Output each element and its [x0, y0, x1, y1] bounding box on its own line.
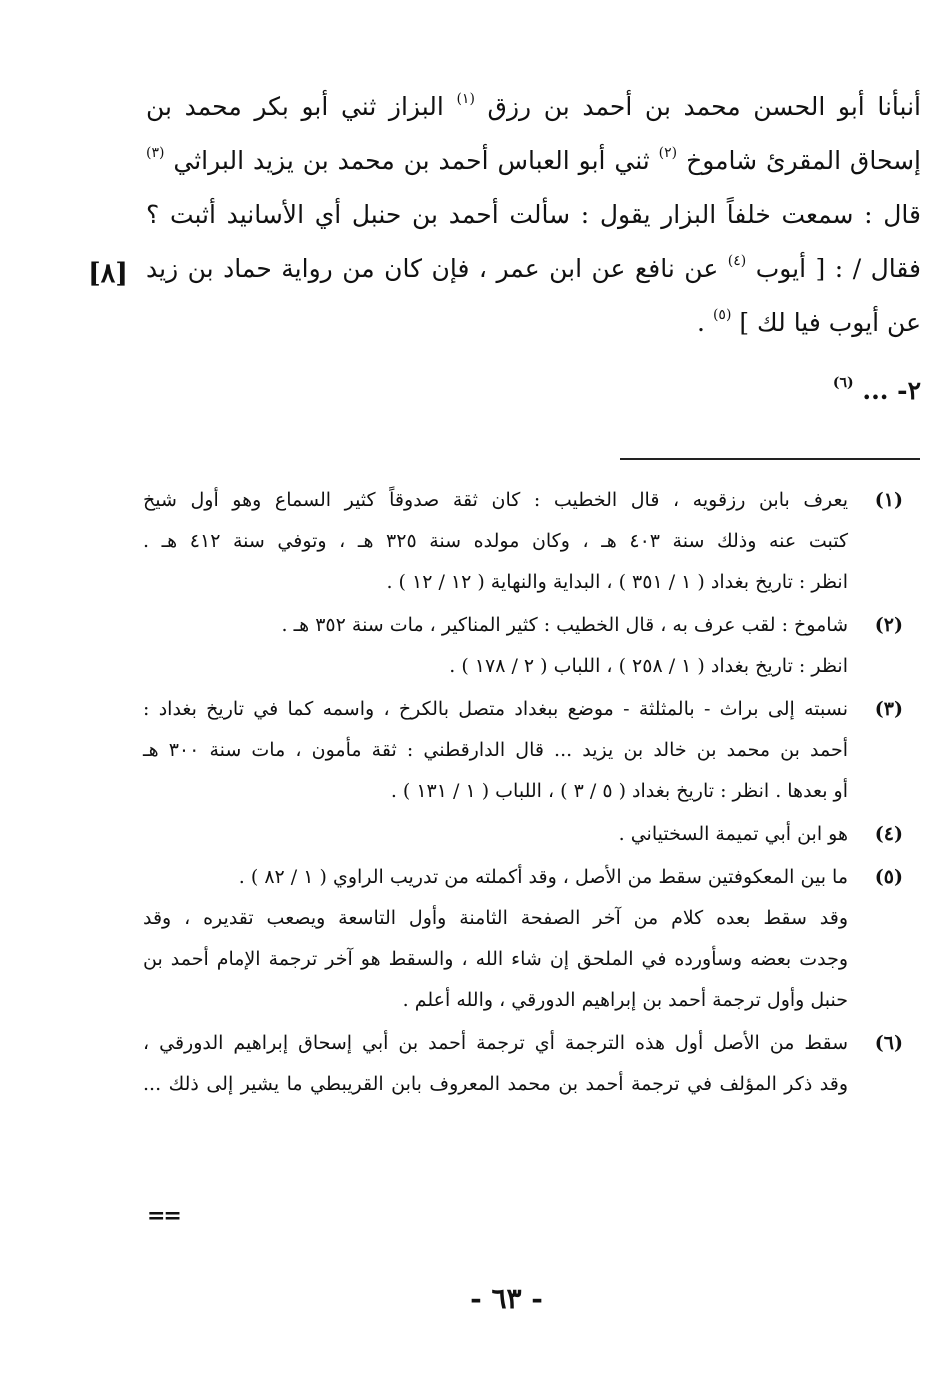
entry-number	[833, 376, 921, 405]
footnote-5	[143, 857, 903, 1021]
manuscript-folio-marker: [٨]	[88, 258, 129, 289]
footnote-line: حنبل وأول ترجمة أحمد بن إبراهيم الدورقي ، والله أعلم .	[402, 989, 848, 1011]
footnote-line: نسبته إلى براث - بالمثلثة - موضع ببغداد متصل بالكرخ ، واسمه كما في تاريخ بغداد :	[143, 698, 848, 720]
footnote-line: سقط من الأصل أول هذه الترجمة أي ترجمة أحمد بن أبي إسحاق إبراهيم الدورقي ،	[143, 1032, 848, 1054]
footnote-2	[143, 605, 903, 687]
footnote-ref-2[interactable]: (٢)	[658, 145, 678, 161]
footnote-line: انظر : تاريخ بغداد ( ١ / ٣٥١ ) ، البداية والنهاية ( ١٢ / ١٢ ) .	[386, 571, 848, 593]
footnote-ref-1[interactable]: (١)	[456, 91, 475, 107]
footnote-4	[143, 814, 903, 855]
footnote-line: وقد ذكر المؤلف في ترجمة أحمد بن محمد المعروف بابن القريبطي ما يشير إلى ذلك ...	[143, 1073, 848, 1095]
footnote-line: شاموخ : لقب عرف به ، قال الخطيب : كثير المناكير ، مات سنة ٣٥٢ هـ .	[281, 614, 848, 636]
main-line-4	[146, 242, 921, 296]
main-line-1-text-a: أنبأنا أبو الحسن محمد بن أحمد بن رزق	[487, 92, 921, 121]
main-line-5-text-a: عن أيوب فيا لك ]	[739, 308, 921, 337]
footnote-number: (٦)	[874, 1032, 903, 1054]
footnote-ref-4[interactable]: (٤)	[727, 253, 747, 269]
footnote-ref-5[interactable]: (٥)	[712, 307, 732, 323]
entry-number-text: ٢- ...	[862, 376, 921, 405]
main-line-2-text-b: ثني أبو العباس أحمد بن محمد بن يزيد البراثي	[173, 146, 650, 175]
main-line-3	[146, 188, 921, 242]
main-line-4-text-b: عن نافع عن ابن عمر ، فإن كان من رواية حماد بن زيد	[146, 254, 719, 283]
footnotes	[143, 480, 903, 1107]
footnote-number: (١)	[874, 489, 903, 511]
footnote-line: أحمد بن محمد بن خالد بن يزيد ... قال الدارقطني : ثقة مأمون ، مات سنة ٣٠٠ هـ	[143, 739, 848, 761]
footnote-3	[143, 689, 903, 812]
footnote-number: (٢)	[874, 614, 903, 636]
footnote-line: كتبت عنه وذلك سنة ٤٠٣ هـ ، وكان مولده سنة ٣٢٥ هـ ، وتوفي سنة ٤١٢ هـ .	[143, 530, 848, 552]
main-line-5-text-b: .	[697, 308, 705, 337]
footnote-line: وجدت بعضه وسأورده في الملحق إن شاء الله ، والسقط هو آخر ترجمة الإمام أحمد بن	[143, 948, 848, 970]
main-text	[146, 80, 921, 350]
main-line-1	[146, 80, 921, 134]
main-line-2	[146, 134, 921, 188]
footnote-number: (٣)	[874, 698, 903, 720]
footnote-line: أو بعدها . انظر : تاريخ بغداد ( ٥ / ٣ ) ، اللباب ( ١ / ١٣١ ) .	[390, 780, 848, 802]
main-line-5	[146, 296, 921, 350]
footnote-ref-3[interactable]: (٣)	[146, 145, 165, 161]
footnote-line: وقد سقط بعده كلام من آخر الصفحة الثامنة وأول التاسعة ويصعب تقديره ، وقد	[143, 907, 848, 929]
footnote-line: انظر : تاريخ بغداد ( ١ / ٢٥٨ ) ، اللباب ( ٢ / ١٧٨ ) .	[449, 655, 848, 677]
footnote-6	[143, 1023, 903, 1105]
main-line-4-text-a: فقال / : [ أيوب	[755, 254, 922, 283]
main-line-1-text-b: البزاز ثني أبو بكر محمد بن	[146, 92, 444, 121]
footnote-separator	[620, 458, 920, 460]
footnote-line: يعرف بابن رزقويه ، قال الخطيب : كان ثقة صدوقاً كثير السماع وهو أول شيخ	[143, 489, 848, 511]
page-number: - ٦٣ -	[470, 1282, 543, 1315]
footnote-number: (٥)	[874, 866, 903, 888]
footnote-ref-6[interactable]: (٦)	[832, 375, 854, 391]
main-line-3-text: قال : سمعت خلفاً البزار يقول : سألت أحمد بن حنبل أي الأسانيد أثبت ؟	[146, 200, 921, 229]
footnote-1	[143, 480, 903, 603]
main-line-2-text-a: إسحاق المقرئ شاموخ	[686, 146, 921, 175]
end-mark: ==	[147, 1203, 180, 1229]
footnote-number: (٤)	[874, 823, 903, 845]
footnote-line: ما بين المعكوفتين سقط من الأصل ، وقد أكملته من تدريب الراوي ( ١ / ٨٢ ) .	[238, 866, 848, 888]
footnote-line: هو ابن أبي تميمة السختياني .	[618, 823, 848, 845]
